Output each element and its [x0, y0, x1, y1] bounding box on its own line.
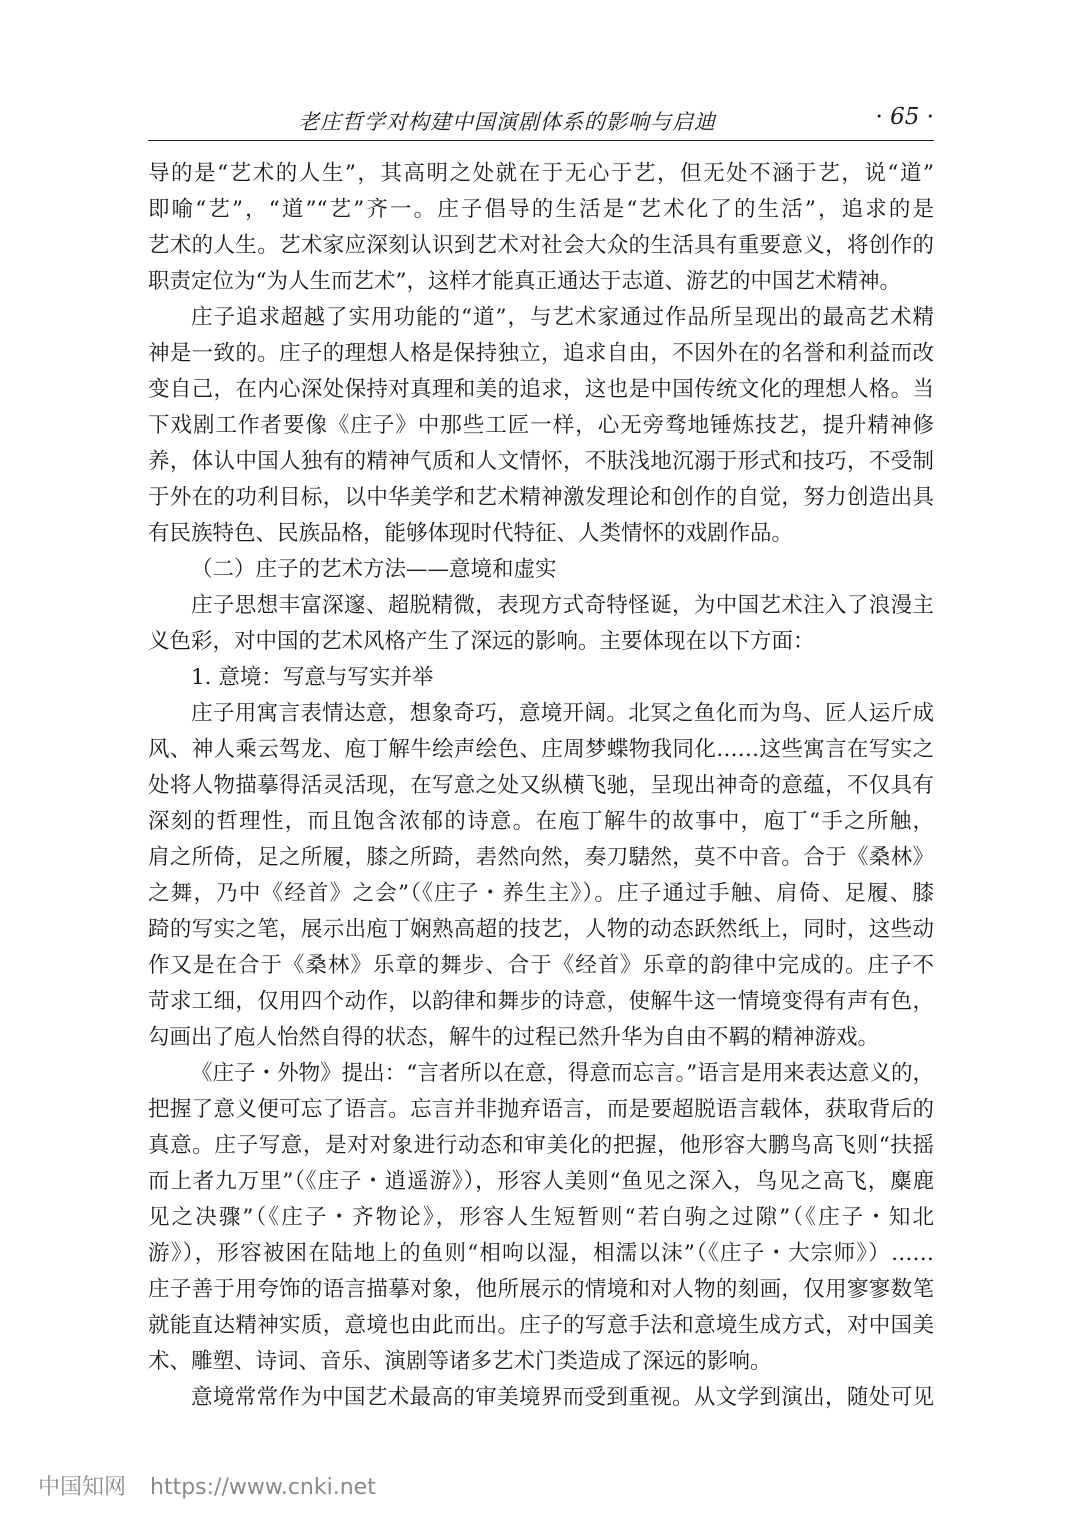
text-line: 有民族特色、民族品格，能够体现时代特征、人类情怀的戏剧作品。	[148, 521, 794, 546]
watermark-brand: 中国知网	[38, 1475, 127, 1500]
text-line: 游》），形容被困在陆地上的鱼则“相呴以湿，相濡以沫”（《庄子・大宗师》）……	[148, 1241, 934, 1266]
text-line: （二）庄子的艺术方法——意境和虚实	[191, 557, 557, 582]
text-line: 导的是“艺术的人生”，其高明之处就在于无心于艺，但无处不涵于艺，说“道”	[148, 161, 934, 186]
text-line: 变自己，在内心深处保持对真理和美的追求，这也是中国传统文化的理想人格。当	[148, 377, 934, 402]
text-line: 即喻“艺”，“道”“艺”齐一。庄子倡导的生活是“艺术化了的生活”，追求的是	[148, 197, 934, 222]
page-number: · 65 ·	[875, 104, 934, 130]
text-line: 把握了意义便可忘了语言。忘言并非抛弃语言，而是要超脱语言载体，获取背后的	[148, 1097, 934, 1122]
watermark-url: https://www.cnki.net	[150, 1475, 376, 1500]
text-line: 1. 意境：写意与写实并举	[191, 665, 434, 690]
text-line: 之舞，乃中《经首》之会”（《庄子・养生主》）。庄子通过手触、肩倚、足履、膝	[148, 881, 934, 906]
text-line: 肩之所倚，足之所履，膝之所踦，砉然向然，奏刀騞然，莫不中音。合于《桑林》	[148, 845, 934, 870]
text-line: 真意。庄子写意，是对对象进行动态和审美化的把握，他形容大鹏鸟高飞则“扶摇	[148, 1133, 934, 1158]
text-line: 勾画出了庖人怡然自得的状态，解牛的过程已然升华为自由不羁的精神游戏。	[148, 1025, 880, 1050]
text-line: 深刻的哲理性，而且饱含浓郁的诗意。在庖丁解牛的故事中，庖丁“手之所触，	[148, 809, 934, 834]
text-line: 庄子善于用夸饰的语言描摹对象，他所展示的情境和对人物的刻画，仅用寥寥数笔	[148, 1277, 934, 1302]
text-line: 庄子思想丰富深邃、超脱精微，表现方式奇特怪诞，为中国艺术注入了浪漫主	[191, 593, 934, 618]
text-line: 就能直达精神实质，意境也由此而出。庄子的写意手法和意境生成方式，对中国美	[148, 1313, 934, 1338]
text-line: 于外在的功利目标，以中华美学和艺术精神激发理论和创作的自觉，努力创造出具	[148, 485, 934, 510]
text-line: 艺术的人生。艺术家应深刻认识到艺术对社会大众的生活具有重要意义，将创作的	[148, 233, 934, 258]
text-line: 意境常常作为中国艺术最高的审美境界而受到重视。从文学到演出，随处可见	[191, 1385, 934, 1410]
text-line: 养，体认中国人独有的精神气质和人文情怀，不肤浅地沉溺于形式和技巧，不受制	[148, 449, 934, 474]
text-line: 义色彩，对中国的艺术风格产生了深远的影响。主要体现在以下方面：	[148, 629, 815, 654]
text-line: 神是一致的。庄子的理想人格是保持独立，追求自由，不因外在的名誉和利益而改	[148, 341, 934, 366]
cnki-watermark	[38, 1470, 376, 1501]
text-line: 风、神人乘云驾龙、庖丁解牛绘声绘色、庄周梦蝶物我同化……这些寓言在写实之	[148, 737, 934, 762]
text-line: 见之决骤”（《庄子・齐物论》，形容人生短暂则“若白驹之过隙”（《庄子・知北	[148, 1205, 934, 1230]
text-line: 下戏剧工作者要像《庄子》中那些工匠一样，心无旁骛地锤炼技艺，提升精神修	[148, 413, 934, 438]
text-line: 庄子追求超越了实用功能的“道”，与艺术家通过作品所呈现出的最高艺术精	[191, 305, 934, 330]
text-line: 作又是在合于《桑林》乐章的舞步、合于《经首》乐章的韵律中完成的。庄子不	[148, 953, 934, 978]
text-line: 职责定位为“为人生而艺术”，这样才能真正通达于志道、游艺的中国艺术精神。	[148, 269, 901, 294]
text-line: 踦的写实之笔，展示出庖丁娴熟高超的技艺，人物的动态跃然纸上，同时，这些动	[148, 917, 934, 942]
running-title: 老庄哲学对构建中国演剧体系的影响与启迪	[298, 110, 716, 134]
body-text	[148, 156, 934, 1416]
header-rule	[148, 140, 934, 141]
text-line: 术、雕塑、诗词、音乐、演剧等诸多艺术门类造成了深远的影响。	[148, 1349, 772, 1374]
text-line: 处将人物描摹得活灵活现，在写意之处又纵横飞驰，呈现出神奇的意蕴，不仅具有	[148, 773, 934, 798]
running-header	[148, 106, 934, 136]
text-line: 而上者九万里”（《庄子・逍遥游》），形容人美则“鱼见之深入，鸟见之高飞，麋鹿	[148, 1169, 934, 1194]
text-line: 苛求工细，仅用四个动作，以韵律和舞步的诗意，使解牛这一情境变得有声有色，	[148, 989, 934, 1014]
text-line: 《庄子・外物》提出：“言者所以在意，得意而忘言。”语言是用来表达意义的，	[191, 1061, 934, 1086]
text-line: 庄子用寓言表情达意，想象奇巧，意境开阔。北冥之鱼化而为鸟、匠人运斤成	[191, 701, 934, 726]
